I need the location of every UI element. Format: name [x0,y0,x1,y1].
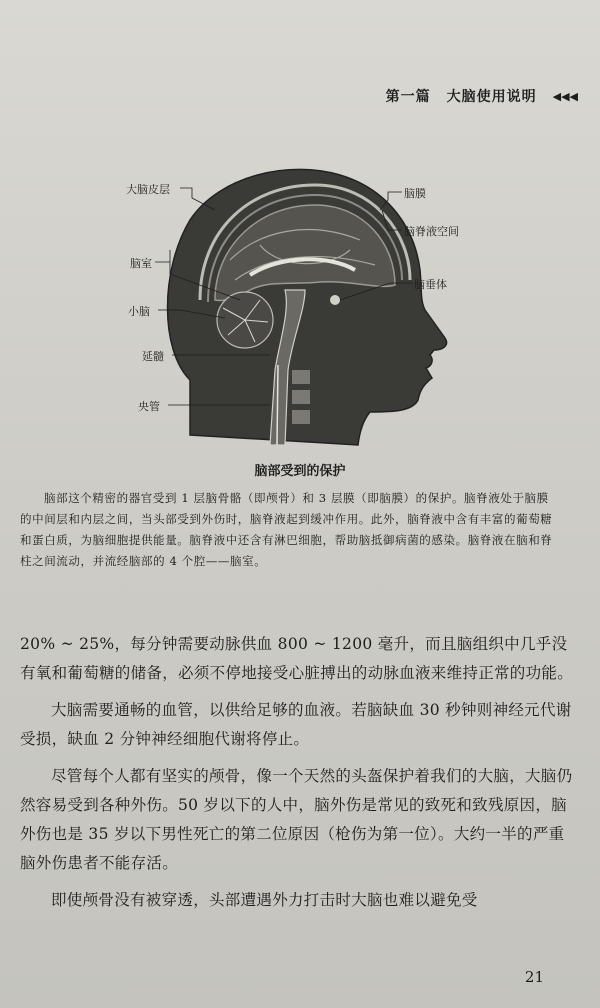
pituitary-gland [330,295,340,305]
label-cerebral-cortex: 大脑皮层 [126,183,170,196]
page-number: 21 [524,968,544,986]
paragraph: 即使颅骨没有被穿透，头部遭遇外力打击时大脑也难以避免受 [51,891,478,909]
label-spinal-canal: 央管 [138,400,160,413]
label-meninges: 脑膜 [404,187,426,200]
body-text [20,630,574,923]
label-medulla: 延髓 [142,350,164,363]
brain-anatomy-figure [120,150,500,450]
figure-caption-body: 脑部这个精密的器官受到 1 层脑骨骼（即颅骨）和 3 层膜（即脑膜）的保护。脑脊液处于脑膜的中间层和内层之间，当头部受到外伤时，脑脊液起到缓冲作用。此外，脑脊液中含有丰富的葡萄糖和蛋白质，为脑细胞提供能量。脑脊液中还含有淋巴细胞，帮助脑抵御病菌的感染。脑脊液在脑和脊柱之间流动，并流经脑部的 4 个腔——脑室。 [20,491,553,568]
vertebra [292,410,310,424]
arrow-decoration-icon: ◀◀◀ [552,89,578,103]
label-pituitary: 脑垂体 [414,278,447,291]
running-header [386,86,578,106]
label-csf-space: 脑脊液空间 [404,225,459,238]
vertebra [292,370,310,384]
figure-caption-title: 脑部受到的保护 [254,464,346,479]
vertebra [292,390,310,404]
paragraph: 20% ~ 25%，每分钟需要动脉供血 800 ~ 1200 毫升，而且脑组织中几乎没有氧和葡萄糖的储备，必须不停地接受心脏搏出的动脉血液来维持正常的功能。 [20,635,574,682]
label-ventricle: 脑室 [130,257,152,270]
paragraph: 大脑需要通畅的血管，以供给足够的血液。若脑缺血 30 秒钟则神经元代谢受损，缺血 2 分钟神经细胞代谢将停止。 [20,701,572,748]
head-cross-section-illustration [120,150,500,450]
central-canal [277,365,278,445]
label-cerebellum: 小脑 [128,305,150,318]
paragraph: 尽管每个人都有坚实的颅骨，像一个天然的头盔保护着我们的大脑，大脑仍然容易受到各种外伤。50 岁以下的人中，脑外伤是常见的致死和致残原因，脑外伤也是 35 岁以下男性死亡的第二位原因（枪伤为第一位）。大约一半的严重脑外伤患者不能存活。 [20,767,573,872]
chapter-label: 第一篇 [385,89,431,105]
chapter-title: 大脑使用说明 [446,89,537,105]
